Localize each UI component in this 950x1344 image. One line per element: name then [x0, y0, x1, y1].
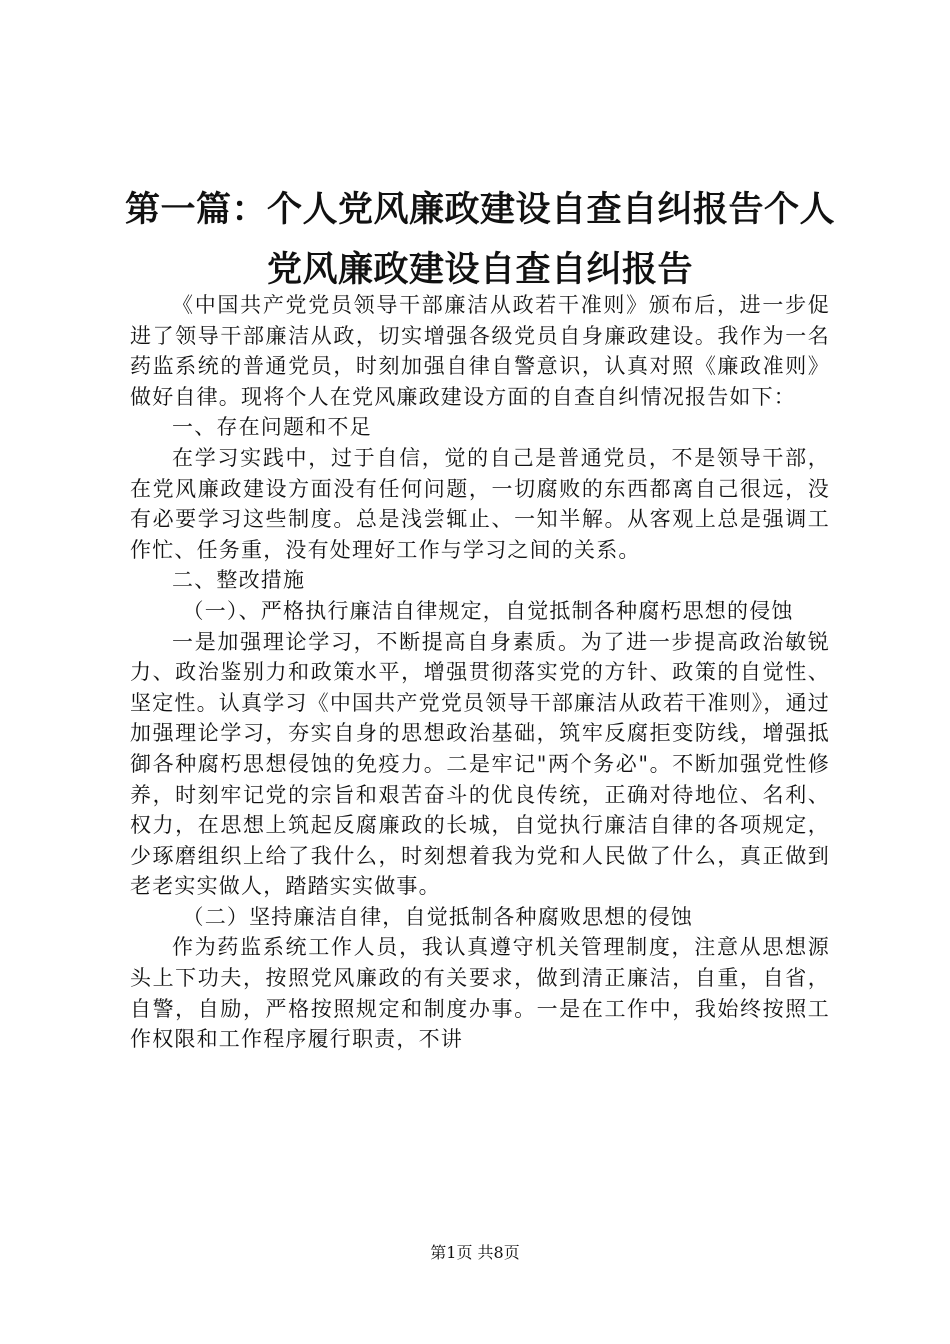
paragraph-problems: 在学习实践中，过于自信，觉的自己是普通党员，不是领导干部，在党风廉政建设方面没有任何问题，一切腐败的东西都离自己很远，没有必要学习这些制度。总是浅尝辄止、一知半解。从客观上总是强调工作忙、任务重，没有处理好工作与学习之间的关系。 [130, 445, 830, 562]
page-number-footer: 第1页 共8页 [430, 1243, 520, 1262]
paragraph-measure-2: 作为药监系统工作人员，我认真遵守机关管理制度，注意从思想源头上下功夫，按照党风廉政的有关要求，做到清正廉洁，自重，自省，自警，自励，严格按照规定和制度办事。一是在工作中，我始终按照工作权限和工作程序履行职责，不讲 [130, 935, 830, 1052]
paragraph-measure-1: 一是加强理论学习，不断提高自身素质。为了进一步提高政治敏锐力、政治鉴别力和政策水平，增强贯彻落实党的方针、政策的自觉性、坚定性。认真学习《中国共产党党员领导干部廉洁从政若干准则》，通过加强理论学习，夯实自身的思想政治基础，筑牢反腐拒变防线，增强抵御各种腐朽思想侵蚀的免疫力。二是牢记"两个务必"。不断加强党性修养，时刻牢记党的宗旨和艰苦奋斗的优良传统，正确对待地位、名利、权力，在思想上筑起反腐廉政的长城，自觉执行廉洁自律的各项规定，少琢磨组织上给了我什么，时刻想着我为党和人民做了什么，真正做到老老实实做人，踏踏实实做事。 [130, 629, 830, 899]
section-heading-measures: 二、整改措施 [172, 568, 306, 593]
document-title: 第一篇：个人党风廉政建设自查自纠报告个人党风廉政建设自查自纠报告 [124, 190, 835, 290]
subheading-measure-1: （一）、严格执行廉洁自律规定，自觉抵制各种腐朽思想的侵蚀 [182, 598, 794, 623]
paragraph-intro: 《中国共产党党员领导干部廉洁从政若干准则》颁布后，进一步促进了领导干部廉洁从政，切实增强各级党员自身廉政建设。我作为一名药监系统的普通党员，时刻加强自律自警意识，认真对照《廉政准则》做好自律。现将个人在党风廉政建设方面的自查自纠情况报告如下： [130, 293, 830, 409]
section-heading-problems: 一、存在问题和不足 [172, 415, 372, 440]
document-body [130, 290, 830, 1055]
subheading-measure-2: （二）坚持廉洁自律，自觉抵制各种腐败思想的侵蚀 [182, 904, 694, 929]
